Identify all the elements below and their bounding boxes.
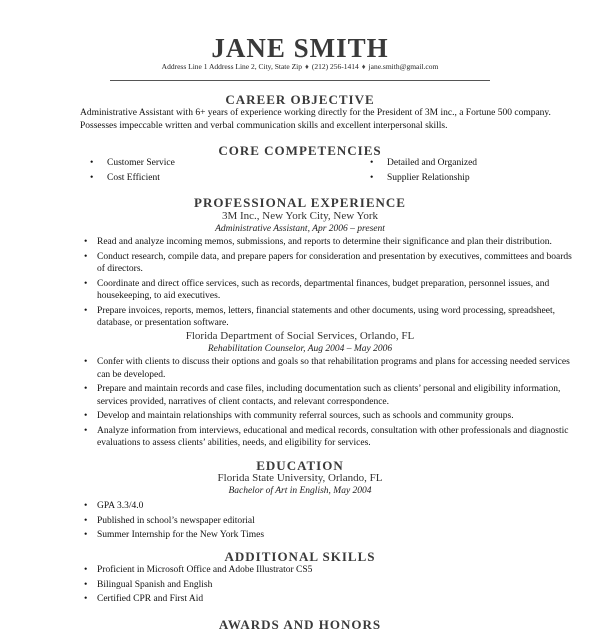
bullet-icon: • bbox=[84, 411, 88, 421]
job-role: Administrative Assistant, Apr 2006 – present bbox=[215, 224, 385, 234]
experience-heading: PROFESSIONAL EXPERIENCE bbox=[194, 195, 406, 210]
bullet-text: Bilingual Spanish and English bbox=[97, 579, 213, 590]
diamond-separator-icon: ♦ bbox=[361, 62, 366, 71]
bullet-icon: • bbox=[90, 158, 94, 168]
bullet-item bbox=[84, 410, 547, 423]
bullet-icon: • bbox=[84, 515, 88, 526]
bullet-text: of directors. bbox=[97, 264, 143, 274]
bullet-icon: • bbox=[84, 251, 88, 262]
bullet-item bbox=[84, 305, 555, 330]
header-divider bbox=[110, 80, 490, 81]
career-objective-text bbox=[80, 107, 551, 132]
job-role: Rehabilitation Counselor, Aug 2004 – May 2006 bbox=[207, 344, 393, 354]
bullet-text: Proficient in Microsoft Office and Adobe Illustrator CS5 bbox=[97, 565, 313, 575]
employer-name: 3M Inc., New York City, New York bbox=[221, 210, 379, 222]
bullet-item bbox=[84, 278, 550, 303]
bullet-item bbox=[84, 593, 547, 606]
bullet-text: Coordinate and direct office services, such as records, departmental finances, budget preparation, personnel issues, and bbox=[97, 278, 550, 289]
bullet-text: Confer with clients to discuss their options and goals so that rehabilitation programs and plans for accessing needed services bbox=[97, 357, 570, 367]
bullet-text: can be developed. bbox=[97, 369, 166, 380]
education-heading: EDUCATION bbox=[256, 458, 344, 473]
bullet-text: Summer Internship for the New York Times bbox=[97, 530, 265, 540]
diamond-separator-icon: ♦ bbox=[305, 62, 309, 71]
employer-name: Florida Department of Social Services, Orlando, FL bbox=[185, 330, 415, 342]
bullet-text: Read and analyze incoming memos, submissions, and reports to determine their significance and plan their distribution. bbox=[97, 237, 552, 247]
core-competencies-heading: CORE COMPETENCIES bbox=[218, 143, 382, 158]
job-duties-list bbox=[84, 236, 572, 332]
bullet-text: Conduct research, compile data, and prepare papers for consideration and presentation by executives, committees and boards bbox=[97, 251, 572, 262]
bullet-icon: • bbox=[84, 384, 88, 394]
contact-line bbox=[0, 62, 600, 72]
bullet-icon: • bbox=[84, 594, 88, 604]
phone-text: (212) 256-1414 bbox=[311, 62, 359, 71]
bullet-icon: • bbox=[84, 278, 88, 289]
objective-line: Administrative Assistant with 6+ years of experience working directly for the President of 3M inc., a Fortune 500 company. bbox=[80, 108, 551, 118]
competency-item: • Cost Efficient bbox=[90, 173, 160, 183]
education-list bbox=[84, 500, 547, 544]
bullet-icon: • bbox=[84, 565, 88, 575]
bullet-icon: • bbox=[370, 173, 374, 183]
bullet-item bbox=[84, 500, 547, 513]
bullet-text: Develop and maintain relationships with community referral sources, such as schools and community groups. bbox=[97, 411, 514, 421]
bullet-text: Analyze information from interviews, educational and medical records, consultation with other professionals and diagnostic bbox=[97, 425, 569, 436]
bullet-icon: • bbox=[370, 158, 374, 168]
school-name: Florida State University, Orlando, FL bbox=[217, 472, 383, 484]
objective-line: Possesses impeccable written and verbal communication skills and excellent interpersonal skills. bbox=[80, 120, 448, 131]
bullet-icon: • bbox=[84, 357, 88, 367]
bullet-icon: • bbox=[84, 501, 88, 511]
bullet-text: Published in school’s newspaper editorial bbox=[97, 515, 255, 526]
bullet-item bbox=[84, 251, 572, 276]
competency-item: • Supplier Relationship bbox=[370, 173, 470, 183]
competency-item: • Customer Service bbox=[90, 158, 175, 168]
degree-text: Bachelor of Art in English, May 2004 bbox=[228, 486, 372, 496]
bullet-item bbox=[84, 356, 570, 381]
bullet-item bbox=[84, 564, 547, 577]
bullet-item bbox=[84, 529, 547, 542]
skills-heading: ADDITIONAL SKILLS bbox=[224, 549, 376, 564]
bullet-text: Prepare invoices, reports, memos, letters, financial statements and other documents, using word processing, spreadsheet, bbox=[97, 305, 555, 316]
bullet-item bbox=[84, 515, 547, 528]
bullet-text: Prepare and maintain records and case files, including documentation such as clients’ personal and eligibility information, bbox=[97, 384, 561, 394]
job-duties-list bbox=[84, 356, 570, 452]
bullet-text: Certified CPR and First Aid bbox=[97, 594, 204, 604]
bullet-icon: • bbox=[84, 579, 88, 590]
bullet-text: housekeeping, to aid executives. bbox=[97, 291, 221, 301]
address-text: Address Line 1 Address Line 2, City, State Zip bbox=[161, 62, 302, 71]
bullet-item bbox=[84, 425, 569, 450]
email-text: jane.smith@gmail.com bbox=[368, 62, 439, 71]
bullet-item bbox=[84, 383, 561, 408]
bullet-item bbox=[84, 579, 547, 592]
bullet-icon: • bbox=[90, 173, 94, 183]
bullet-icon: • bbox=[84, 425, 88, 436]
bullet-text: evaluations to assess clients’ abilities, needs, and eligibility for services. bbox=[97, 438, 371, 448]
bullet-text: services provided, narratives of client contacts, and relevant correspondence. bbox=[97, 396, 389, 407]
bullet-text: GPA 3.3/4.0 bbox=[97, 501, 144, 511]
skills-list bbox=[84, 564, 547, 608]
awards-heading: AWARDS AND HONORS bbox=[218, 617, 382, 632]
bullet-icon: • bbox=[84, 530, 88, 540]
bullet-item bbox=[84, 236, 552, 249]
bullet-icon: • bbox=[84, 305, 88, 316]
bullet-text: database, or presentation software. bbox=[97, 318, 229, 328]
competency-item: • Detailed and Organized bbox=[370, 158, 478, 168]
career-objective-heading: CAREER OBJECTIVE bbox=[225, 92, 375, 107]
bullet-icon: • bbox=[84, 237, 88, 247]
applicant-name: JANE SMITH bbox=[211, 33, 389, 63]
